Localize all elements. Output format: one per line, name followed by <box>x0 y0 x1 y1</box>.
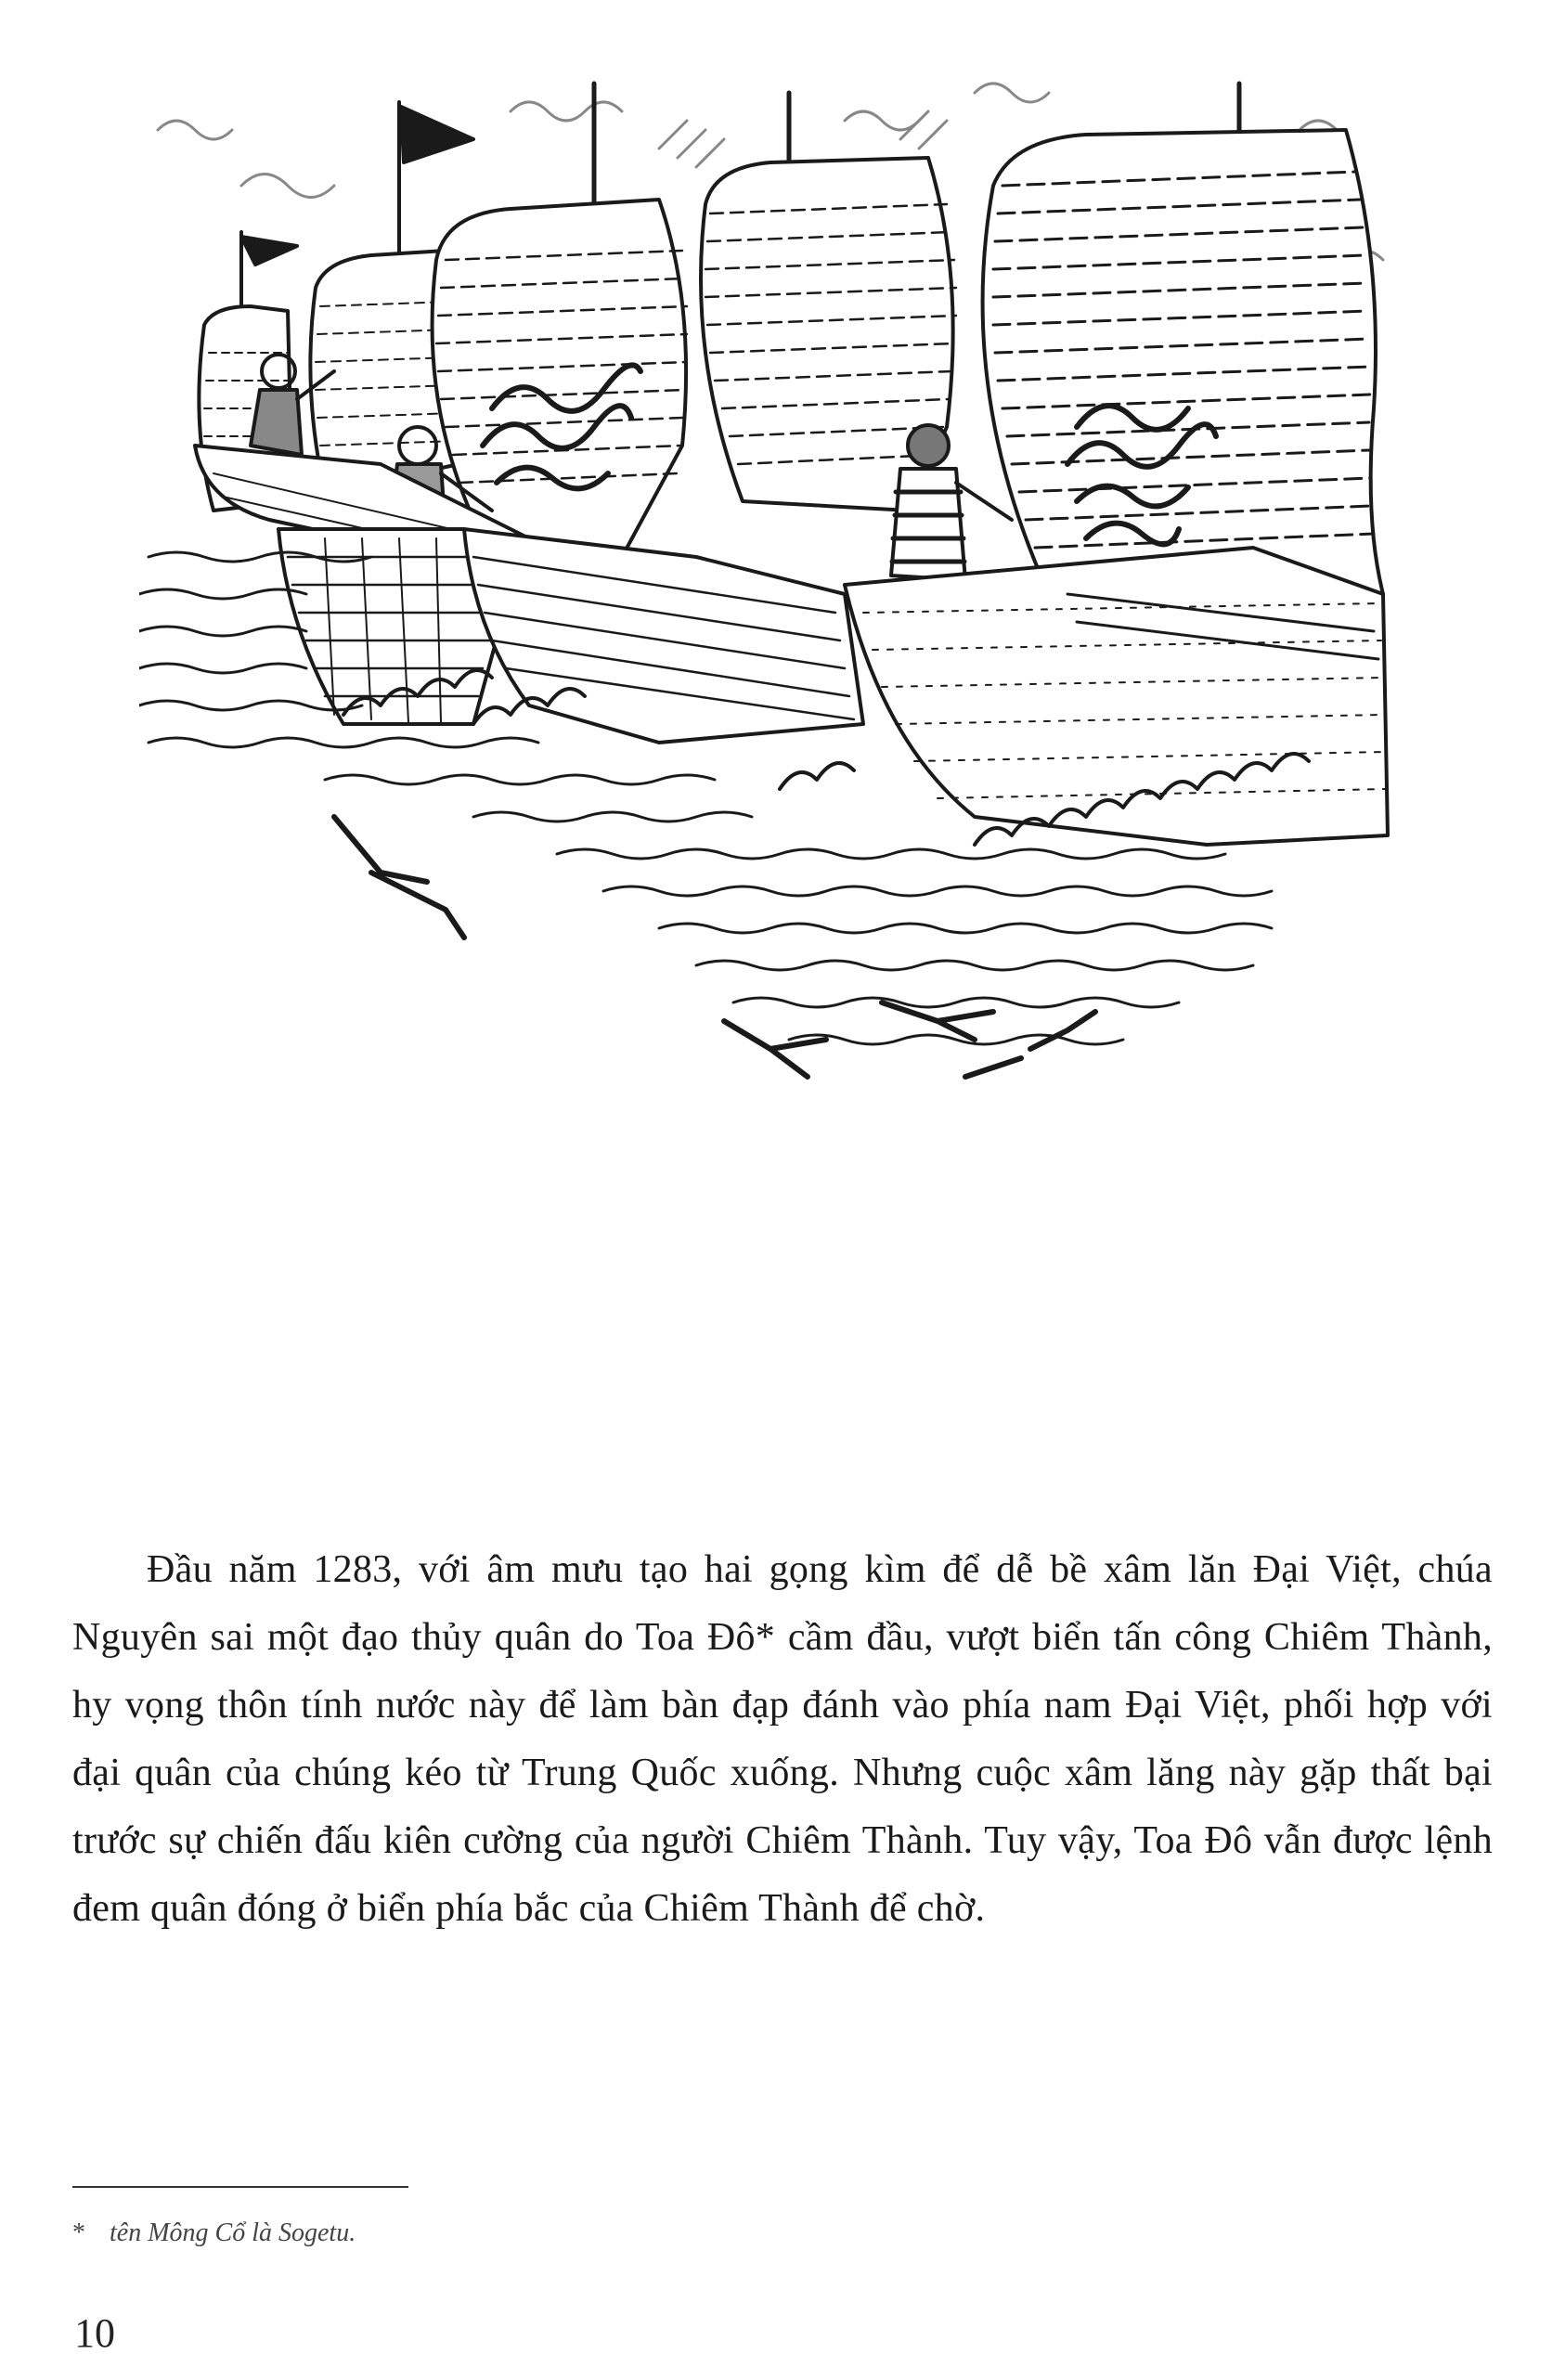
sail-three <box>433 200 687 557</box>
footnote-text: tên Mông Cổ là Sogetu. <box>110 2218 356 2247</box>
footnote <box>72 2218 356 2248</box>
body-paragraph: Đầu năm 1283, với âm mưu tạo hai gọng kìm để dễ bề xâm lăn Đại Việt, chúa Nguyên sai một đạo thủy quân do Toa Đô* cầm đầu, vượt biển tấn công Chiêm Thành, hy vọng thôn tính nước này để làm bàn đạp đánh vào phía nam Đại Việt, phối hợp với đại quân của chúng kéo từ Trung Quốc xuống. Nhưng cuộc xâm lăng này gặp thất bại trước sự chiến đấu kiên cường của người Chiêm Thành. Tuy vậy, Toa Đô vẫn được lệnh đem quân đóng ở biển phía bắc của Chiêm Thành để chờ. <box>72 1548 1493 1930</box>
footnote-mark: * <box>72 2218 85 2247</box>
ships-illustration <box>139 74 1439 1541</box>
body-text <box>72 1536 1493 1943</box>
hull-front <box>845 548 1388 845</box>
soldier-right <box>891 425 1012 580</box>
birds <box>334 817 1095 1077</box>
page-number: 10 <box>74 2310 115 2356</box>
hull-middle <box>464 529 863 743</box>
footnote-divider <box>72 2186 408 2188</box>
